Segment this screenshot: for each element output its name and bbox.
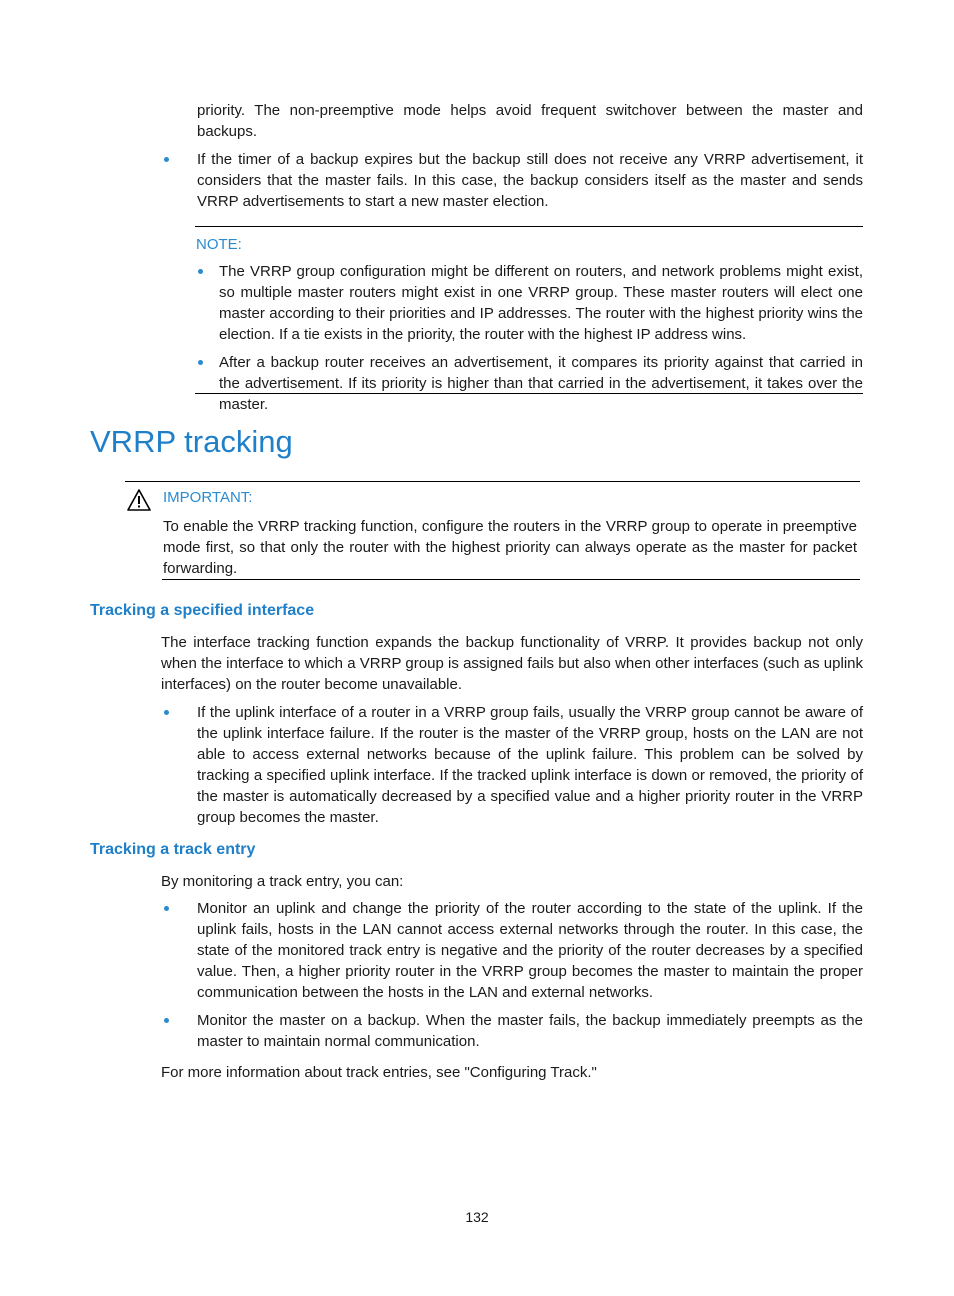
note-top-rule [195,226,863,227]
bullet-dot [198,269,203,274]
note-label: NOTE: [196,236,242,253]
list-item: Monitor an uplink and change the priority of the router according to the state of the uplink. If the uplink fails, hosts in the LAN cannot access external networks through the router. In this case, the state of the monitored track entry is negative and the priority of the router decreases by a specified value. Then, a higher priority router in the VRRP group becomes the master to maintain the proper communication between the hosts in the LAN and external networks. [197,900,863,1001]
important-text: To enable the VRRP tracking function, configure the routers in the VRRP group to operate in preemptive mode first, so that only the router with the highest priority can always operate as the master for packet forwarding. [163,518,857,577]
continuation-paragraph: priority. The non-preemptive mode helps avoid frequent switchover between the master and backups. [197,102,863,140]
list-item: If the uplink interface of a router in a VRRP group fails, usually the VRRP group cannot be aware of the uplink interface failure. If the router is the master of the VRRP group, hosts on the LAN are not able to access external networks because of the uplink failure. This problem can be solved by tracking a specified uplink interface. If the tracked uplink interface is down or removed, the priority of the master is automatically decreased by a specified value and a higher priority router in the VRRP group becomes the master. [197,704,863,826]
warning-triangle-icon [127,489,151,511]
bullet-dot [164,157,169,162]
paragraph: By monitoring a track entry, you can: [161,873,404,890]
important-label: IMPORTANT: [163,489,253,506]
important-bottom-rule [162,579,860,580]
bullet-dot [164,1018,169,1023]
note-bottom-rule [195,393,863,394]
subsection-title: Tracking a specified interface [90,602,315,619]
list-item: Monitor the master on a backup. When the master fails, the backup immediately preempts as the master to maintain normal communication. [197,1012,863,1050]
section-title: VRRP tracking [90,424,293,459]
note-item: After a backup router receives an advertisement, it compares its priority against that carried in the advertisement. If its priority is higher than that carried in the advertisement, it takes over the master. [219,354,863,413]
bullet-dot [198,360,203,365]
important-top-rule [125,481,860,482]
note-item: The VRRP group configuration might be different on routers, and network problems might exist, so multiple master routers might exist in one VRRP group. These master routers will elect one master according to their priorities and IP addresses. The router with the highest priority wins the election. If a tie exists in the priority, the router with the highest IP address wins. [219,263,863,343]
paragraph: For more information about track entries, see "Configuring Track." [161,1064,597,1081]
bullet-dot [164,906,169,911]
bullet-dot [164,710,169,715]
page-number: 132 [465,1209,489,1225]
list-item: If the timer of a backup expires but the backup still does not receive any VRRP advertisement, it considers that the master fails. In this case, the backup considers itself as the master and sends VRRP advertisements to start a new master election. [197,151,863,210]
subsection-title: Tracking a track entry [90,841,256,858]
paragraph: The interface tracking function expands the backup functionality of VRRP. It provides backup not only when the interface to which a VRRP group is assigned fails but also when other interfaces (such as uplink interfaces) on the router become unavailable. [161,634,863,693]
